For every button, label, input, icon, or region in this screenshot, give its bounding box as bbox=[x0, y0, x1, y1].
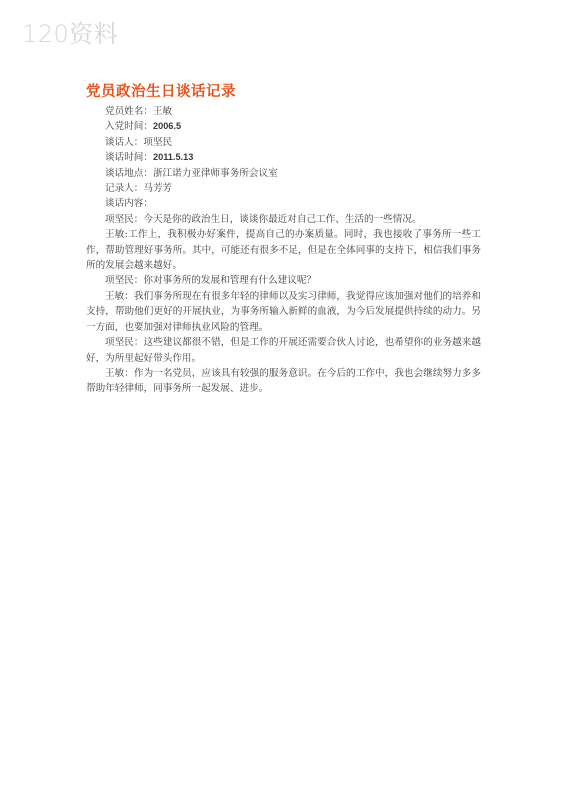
talk-date-label: 谈话时间： bbox=[105, 152, 153, 164]
interviewer-value: 项坚民 bbox=[143, 136, 173, 148]
talk-date-value: 2011.5.13 bbox=[152, 152, 194, 163]
dialogue-paragraph: 项坚民：今天是你的政治生日，谈谈你最近对自己工作、生活的一些情况。 bbox=[105, 213, 422, 225]
location-label: 谈话地点： bbox=[105, 167, 153, 179]
join-date-label: 入党时间： bbox=[105, 121, 153, 133]
recorder-value: 马芳芳 bbox=[143, 183, 173, 195]
page-title: 党员政治生日谈话记录 bbox=[86, 84, 236, 100]
interviewer-line bbox=[86, 135, 481, 150]
recorder-line bbox=[86, 181, 481, 196]
content-label-line bbox=[86, 196, 481, 211]
location-value: 浙江诺力亚律师事务所会议室 bbox=[152, 167, 278, 179]
dialogue-paragraph: 王敏：我们事务所现在有很多年轻的律师以及实习律师，我觉得应该加强对他们的培养和支持，帮助他们更好的开展执业，为事务所输入新鲜的血液，为今后发展提供持续的动力。另一方面，也要加强对律师执业风险的管理。 bbox=[86, 290, 481, 333]
member-name-label: 党员姓名： bbox=[105, 106, 153, 117]
join-date-line bbox=[86, 119, 481, 134]
member-name-line bbox=[86, 104, 481, 119]
record-content bbox=[86, 104, 481, 397]
watermark-logo: 120资料 bbox=[22, 20, 119, 48]
member-name-value: 王敏 bbox=[152, 106, 173, 117]
dialogue-paragraph: 王敏：作为一名党员，应该具有较强的服务意识。在今后的工作中，我也会继续努力多多帮助年轻律师，同事务所一起发展、进步。 bbox=[86, 367, 481, 395]
dialogue-paragraph: 项坚民：你对事务所的发展和管理有什么建议呢？ bbox=[105, 275, 317, 287]
recorder-label: 记录人： bbox=[105, 183, 144, 195]
join-date-value: 2006.5 bbox=[152, 121, 182, 132]
talk-date-line bbox=[86, 150, 481, 165]
content-label: 谈话内容： bbox=[105, 198, 153, 210]
dialogue-paragraph: 王敏:工作上，我积极办好案件，提高自己的办案质量。同时，我也接收了事务所一些工作，帮助管理好事务所。其中，可能还有很多不足，但是在全体同事的支持下，相信我们事务所的发展会越来越好。 bbox=[86, 229, 481, 272]
interviewer-label: 谈话人： bbox=[105, 136, 144, 148]
dialogue-paragraph: 项坚民：这些建议都很不错，但是工作的开展还需要合伙人讨论，也希望你的业务越来越好，为所里起好带头作用。 bbox=[86, 337, 481, 364]
location-line bbox=[86, 166, 481, 181]
